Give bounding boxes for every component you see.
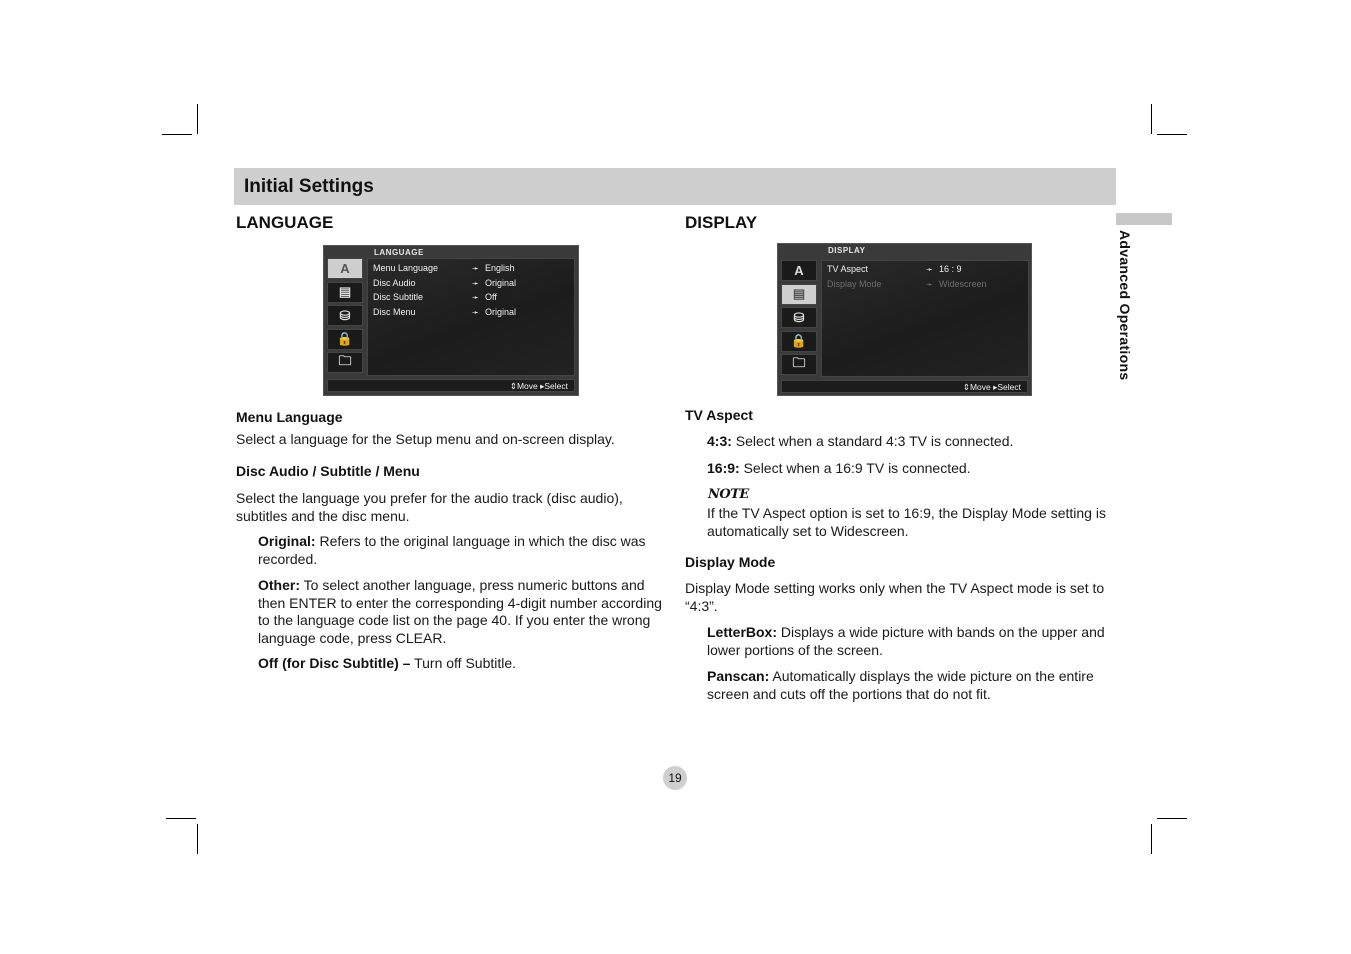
osd-title: LANGUAGE — [374, 248, 424, 257]
osd-footer — [781, 380, 1028, 393]
display-heading: DISPLAY — [685, 213, 758, 232]
osd-icon-column — [781, 260, 819, 378]
tv-aspect-subheading: TV Aspect — [685, 407, 753, 423]
crop-mark — [1157, 134, 1187, 135]
osd-footer — [327, 379, 575, 392]
osd-row-value: Original — [485, 306, 517, 317]
header-bar — [234, 168, 1116, 205]
arrow-right-icon: ➛ — [472, 307, 479, 317]
language-icon: A — [327, 258, 363, 279]
page-number: 19 — [663, 766, 687, 790]
display-mode-subheading: Display Mode — [685, 554, 776, 570]
osd-row-value: Widescreen — [939, 278, 987, 289]
display-icon: ▤ — [327, 282, 363, 303]
page-title: Initial Settings — [244, 176, 374, 197]
osd-row-label: Disc Menu — [373, 306, 416, 317]
osd-row-label: Menu Language — [373, 263, 439, 273]
arrow-right-icon: ➛ — [472, 264, 479, 273]
osd-row-value: English — [485, 263, 515, 273]
menu-language-text: Select a language for the Setup menu and on-screen display. — [236, 431, 615, 447]
language-heading: LANGUAGE — [236, 213, 334, 232]
language-osd-screenshot — [323, 245, 579, 396]
note-text: If the TV Aspect option is set to 16:9, the Display Mode setting is automatically set to Widescreen. — [707, 505, 1106, 539]
osd-menu-panel — [367, 258, 575, 376]
arrow-right-icon: ➛ — [926, 279, 933, 289]
osd-icon-column — [327, 258, 365, 376]
crop-mark — [197, 104, 198, 134]
audio-icon: ⛁ — [327, 305, 363, 326]
others-icon: 🗀 — [781, 354, 817, 375]
osd-row-label: Disc Audio — [373, 277, 416, 288]
menu-language-subheading: Menu Language — [236, 409, 343, 425]
crop-mark — [162, 134, 192, 135]
arrow-right-icon: ➛ — [926, 265, 933, 274]
osd-footer-hint: ⇕Move ▸Select — [962, 382, 1021, 392]
crop-mark — [166, 818, 196, 819]
audio-icon: ⛁ — [781, 307, 817, 328]
display-osd-screenshot — [777, 243, 1032, 396]
lock-icon: 🔒 — [781, 331, 817, 352]
aspect-169-option: 16:9: Select when a 16:9 TV is connected. — [707, 460, 971, 476]
display-icon: ▤ — [781, 284, 817, 305]
arrow-right-icon: ➛ — [472, 293, 479, 302]
letterbox-option: LetterBox: Displays a wide picture with bands on the upper and lower portions of the screen. — [707, 624, 1105, 658]
osd-row-label: Disc Subtitle — [373, 292, 424, 302]
crop-mark — [1157, 818, 1187, 819]
osd-footer-hint: ⇕Move ▸Select — [509, 381, 568, 391]
crop-mark — [197, 824, 198, 854]
osd-row-label: TV Aspect — [827, 264, 869, 274]
language-icon: A — [781, 260, 817, 281]
osd-row-label: Display Mode — [827, 278, 882, 289]
lock-icon: 🔒 — [327, 329, 363, 350]
disc-audio-subheading: Disc Audio / Subtitle / Menu — [236, 463, 420, 479]
note-label: NOTE — [708, 487, 749, 502]
osd-row-value: 16 : 9 — [939, 264, 962, 274]
side-tab — [1116, 213, 1172, 225]
crop-mark — [1151, 824, 1152, 854]
off-option: Off (for Disc Subtitle) – Turn off Subtitle. — [258, 655, 517, 671]
osd-title: DISPLAY — [828, 246, 866, 255]
crop-mark — [1151, 104, 1152, 134]
original-option: Original: Refers to the original language in which the disc was recorded. — [258, 533, 646, 567]
others-icon: 🗀 — [327, 352, 363, 373]
section-side-label: Advanced Operations — [1117, 230, 1133, 381]
osd-row-value: Original — [485, 277, 517, 288]
other-option: Other: To select another language, press numeric buttons and then ENTER to enter the corresponding 4-digit number according to the language code list on the page 40. If you enter the wrong language code, press CLEAR. — [258, 577, 662, 646]
disc-audio-text: Select the language you prefer for the audio track (disc audio), subtitles and the disc menu. — [236, 490, 623, 524]
aspect-43-option: 4:3: Select when a standard 4:3 TV is connected. — [707, 433, 1014, 449]
panscan-option: Panscan: Automatically displays the wide picture on the entire screen and cuts off the portions that do not fit. — [707, 668, 1094, 702]
osd-row-value: Off — [485, 292, 497, 302]
osd-menu-panel — [821, 260, 1029, 377]
display-mode-text: Display Mode setting works only when the TV Aspect mode is set to “4:3”. — [685, 580, 1105, 614]
arrow-right-icon: ➛ — [472, 278, 479, 288]
